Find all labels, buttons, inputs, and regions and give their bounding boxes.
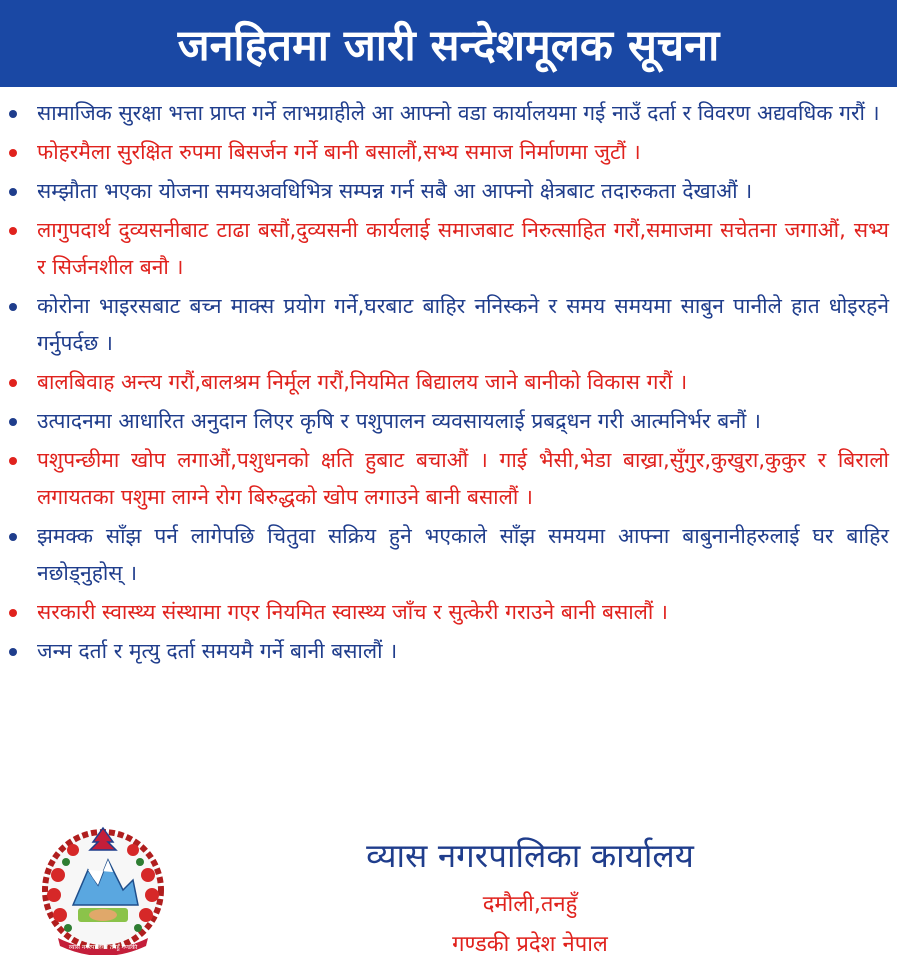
bullet-icon (9, 379, 17, 387)
notice-text: फोहरमैला सुरक्षित रुपमा बिसर्जन गर्ने बानी बसालौं,सभ्य समाज निर्माणमा जुटौं । (37, 140, 641, 164)
notice-item (0, 134, 897, 171)
notice-item (0, 95, 897, 132)
bullet-icon (9, 149, 17, 157)
bullet-icon (9, 188, 17, 196)
notice-text: सामाजिक सुरक्षा भत्ता प्राप्त गर्ने लाभग्राहीले आ आफ्नो वडा कार्यालयमा गई नाउँ दर्ता र विवरण अद्यवधिक गरौं । (37, 101, 880, 125)
office-location: दमौली,तनहुँ (482, 892, 578, 917)
notice-item (0, 173, 897, 210)
notice-text: जन्म दर्ता र मृत्यु दर्ता समयमै गर्ने बानी बसालौं । (37, 639, 398, 663)
header-banner (0, 0, 897, 87)
notice-item (0, 633, 897, 670)
notice-text: सरकारी स्वास्थ्य संस्थामा गएर नियमित स्वास्थ्य जाँच र सुत्केरी गराउने बानी बसालौं । (37, 600, 668, 624)
bullet-icon (9, 609, 17, 617)
bullet-icon (9, 303, 17, 311)
notice-item (0, 594, 897, 631)
bullet-icon (9, 457, 17, 465)
municipality-emblem (38, 820, 168, 955)
notice-item (0, 212, 897, 286)
notice-item (0, 518, 897, 592)
office-name: व्यास नगरपालिका कार्यालय (366, 836, 694, 875)
notice-list (0, 95, 897, 672)
notice-text: पशुपन्छीमा खोप लगाऔं,पशुधनको क्षति हुबाट बचाऔं । गाई भैसी,भेडा बाख्रा,सुँगुर,कुखुरा,कुकुर र बिरालो लगायतका पशुमा लाग्ने रोग बिरुद्धको खोप लगाउने बानी बसालौं । (37, 448, 889, 509)
emblem-text: व्यास नगरपालिका तनहुँ गण्डकी (68, 944, 138, 951)
page-title: जनहितमा जारी सन्देशमूलक सूचना (177, 21, 720, 71)
notice-item (0, 442, 897, 516)
bullet-icon (9, 110, 17, 118)
notice-text: झमक्क साँझ पर्न लागेपछि चितुवा सक्रिय हुने भएकाले साँझ समयमा आफ्ना बाबुनानीहरुलाई घर बाहिर नछोड्नुहोस् । (37, 524, 889, 585)
notice-text: लागुपदार्थ दुव्यसनीबाट टाढा बसौं,दुव्यसनी कार्यलाई समाजबाट निरुत्साहित गरौं,समाजमा सचेतना जगाऔं, सभ्य र सिर्जनशील बनौ । (37, 218, 889, 279)
office-province: गण्डकी प्रदेश नेपाल (452, 932, 608, 957)
bullet-icon (9, 648, 17, 656)
bullet-icon (9, 418, 17, 426)
notice-item (0, 288, 897, 362)
notice-text: उत्पादनमा आधारित अनुदान लिएर कृषि र पशुपालन व्यवसायलाई प्रबद्र्धन गरी आत्मनिर्भर बनौं । (37, 409, 761, 433)
notice-text: सम्झौता भएका योजना समयअवधिभित्र सम्पन्न गर्न सबै आ आफ्नो क्षेत्रबाट तदारुकता देखाऔं । (37, 179, 753, 203)
notice-item (0, 403, 897, 440)
bullet-icon (9, 533, 17, 541)
bullet-icon (9, 227, 17, 235)
notice-text: कोरोना भाइरसबाट बच्न माक्स प्रयोग गर्ने,घरबाट बाहिर ननिस्कने र समय समयमा साबुन पानीले हात धोइरहने गर्नुपर्दछ । (37, 294, 889, 355)
notice-text: बालबिवाह अन्त्य गरौं,बालश्रम निर्मूल गरौं,नियमित बिद्यालय जाने बानीको विकास गरौं । (37, 370, 688, 394)
notice-item (0, 364, 897, 401)
